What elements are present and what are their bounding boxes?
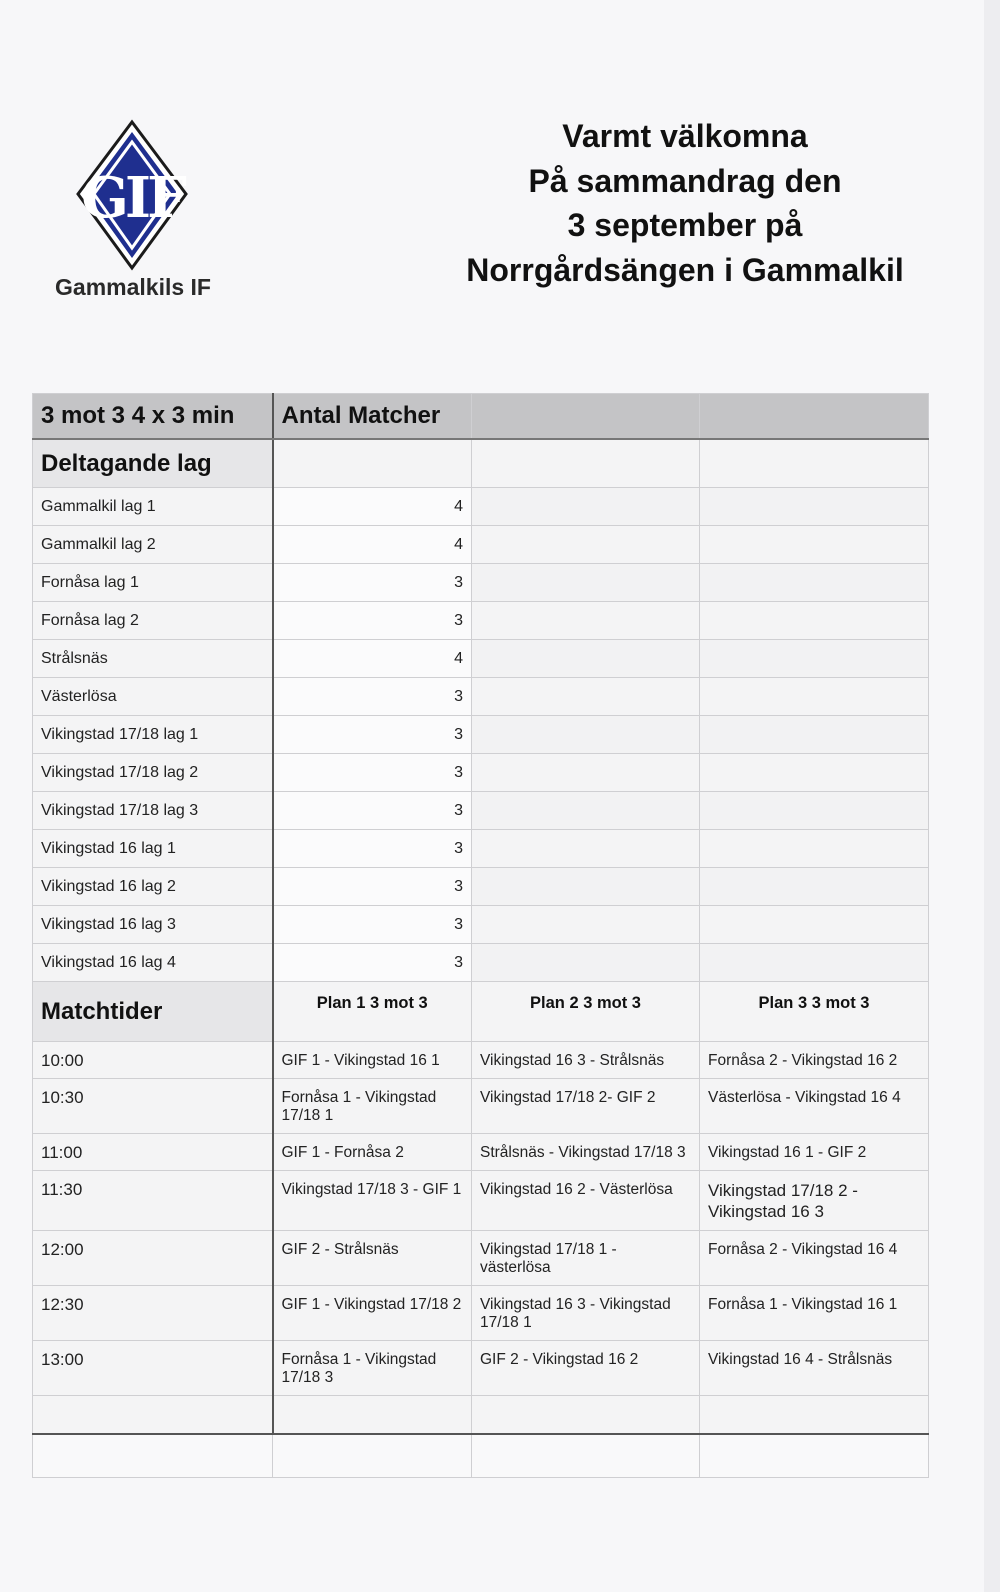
empty-cell[interactable] xyxy=(700,792,929,830)
plan3-match-cell[interactable]: Fornåsa 1 - Vikingstad 16 1 xyxy=(700,1286,929,1341)
title-line-3: 3 september på xyxy=(567,207,803,243)
team-name-cell[interactable]: Vikingstad 16 lag 4 xyxy=(33,944,273,982)
empty-cell[interactable] xyxy=(33,1396,273,1435)
plan2-match-cell[interactable]: Vikingstad 17/18 1 - västerlösa xyxy=(472,1231,700,1286)
empty-cell[interactable] xyxy=(700,906,929,944)
empty-cell[interactable] xyxy=(472,564,700,602)
plan3-match-cell[interactable]: Fornåsa 2 - Vikingstad 16 2 xyxy=(700,1042,929,1079)
empty-cell[interactable] xyxy=(472,944,700,982)
team-match-count-cell[interactable]: 3 xyxy=(273,792,472,830)
empty-cell[interactable] xyxy=(700,640,929,678)
empty-cell[interactable] xyxy=(472,716,700,754)
team-name-cell[interactable]: Strålsnäs xyxy=(33,640,273,678)
empty-cell[interactable] xyxy=(700,488,929,526)
team-row xyxy=(33,906,929,944)
empty-cell[interactable] xyxy=(472,868,700,906)
match-row xyxy=(33,1171,929,1231)
team-name-cell[interactable]: Vikingstad 16 lag 3 xyxy=(33,906,273,944)
header-empty-cell[interactable] xyxy=(472,394,700,440)
team-name-cell[interactable]: Gammalkil lag 2 xyxy=(33,526,273,564)
match-row xyxy=(33,1079,929,1134)
empty-cell[interactable] xyxy=(700,830,929,868)
empty-row xyxy=(33,1396,929,1435)
team-name-cell[interactable]: Fornåsa lag 2 xyxy=(33,602,273,640)
title-line-2: På sammandrag den xyxy=(528,162,842,199)
club-name: Gammalkils IF xyxy=(55,274,211,300)
match-time-cell[interactable]: 11:30 xyxy=(33,1171,273,1231)
empty-cell[interactable] xyxy=(700,944,929,982)
plan3-match-cell[interactable]: Västerlösa - Vikingstad 16 4 xyxy=(700,1079,929,1134)
empty-cell[interactable] xyxy=(472,640,700,678)
team-name-cell[interactable]: Gammalkil lag 1 xyxy=(33,488,273,526)
header-row xyxy=(33,394,929,440)
match-row xyxy=(33,1042,929,1079)
schedule-section-title[interactable]: Matchtider xyxy=(33,982,273,1042)
empty-cell[interactable] xyxy=(472,906,700,944)
team-match-count-cell[interactable]: 3 xyxy=(273,754,472,792)
empty-cell[interactable] xyxy=(472,678,700,716)
team-name-cell[interactable]: Vikingstad 17/18 lag 3 xyxy=(33,792,273,830)
team-name-cell[interactable]: Västerlösa xyxy=(33,678,273,716)
plan-header-cell[interactable]: Plan 2 3 mot 3 xyxy=(472,982,700,1042)
team-match-count-cell[interactable]: 3 xyxy=(273,944,472,982)
empty-cell[interactable] xyxy=(700,868,929,906)
team-match-count-cell[interactable]: 3 xyxy=(273,830,472,868)
plan2-match-cell[interactable]: Vikingstad 17/18 2- GIF 2 xyxy=(472,1079,700,1134)
plan-header-cell[interactable]: Plan 3 3 mot 3 xyxy=(700,982,929,1042)
header-empty-cell[interactable] xyxy=(700,394,929,440)
team-name-cell[interactable]: Vikingstad 16 lag 2 xyxy=(33,868,273,906)
header-format-cell[interactable]: 3 mot 3 4 x 3 min xyxy=(33,394,273,440)
team-match-count-cell[interactable]: 3 xyxy=(273,602,472,640)
teams-section-title[interactable]: Deltagande lag xyxy=(33,439,273,488)
teams-section-row xyxy=(33,439,929,488)
plan2-match-cell[interactable]: Vikingstad 16 3 - Strålsnäs xyxy=(472,1042,700,1079)
match-time-cell[interactable]: 10:00 xyxy=(33,1042,273,1079)
team-row xyxy=(33,830,929,868)
empty-cell[interactable] xyxy=(472,792,700,830)
team-name-cell[interactable]: Vikingstad 17/18 lag 1 xyxy=(33,716,273,754)
empty-cell[interactable] xyxy=(700,1396,929,1435)
plan2-match-cell[interactable]: Vikingstad 16 2 - Västerlösa xyxy=(472,1171,700,1231)
plan1-match-cell[interactable]: Fornåsa 1 - Vikingstad 17/18 1 xyxy=(273,1079,472,1134)
team-match-count-cell[interactable]: 4 xyxy=(273,526,472,564)
page-title xyxy=(420,114,950,292)
empty-cell[interactable] xyxy=(700,526,929,564)
team-match-count-cell[interactable]: 3 xyxy=(273,564,472,602)
plan1-match-cell[interactable]: GIF 1 - Fornåsa 2 xyxy=(273,1134,472,1171)
team-name-cell[interactable]: Vikingstad 16 lag 1 xyxy=(33,830,273,868)
plan-header-cell[interactable]: Plan 1 3 mot 3 xyxy=(273,982,472,1042)
empty-cell[interactable] xyxy=(472,526,700,564)
team-row xyxy=(33,526,929,564)
team-row xyxy=(33,944,929,982)
empty-cell[interactable] xyxy=(700,602,929,640)
schedule-section-row xyxy=(33,982,929,1042)
plan1-match-cell[interactable]: Vikingstad 17/18 3 - GIF 1 xyxy=(273,1171,472,1231)
team-match-count-cell[interactable]: 3 xyxy=(273,716,472,754)
team-row xyxy=(33,602,929,640)
plan1-match-cell[interactable]: GIF 1 - Vikingstad 16 1 xyxy=(273,1042,472,1079)
plan3-match-cell[interactable]: Fornåsa 2 - Vikingstad 16 4 xyxy=(700,1231,929,1286)
plan1-match-cell[interactable]: GIF 1 - Vikingstad 17/18 2 xyxy=(273,1286,472,1341)
empty-cell[interactable] xyxy=(472,488,700,526)
team-row xyxy=(33,678,929,716)
team-row xyxy=(33,868,929,906)
team-row xyxy=(33,754,929,792)
team-match-count-cell[interactable]: 3 xyxy=(273,906,472,944)
match-time-cell[interactable]: 10:30 xyxy=(33,1079,273,1134)
team-match-count-cell[interactable]: 4 xyxy=(273,640,472,678)
empty-cell[interactable] xyxy=(273,1434,472,1478)
match-time-cell[interactable]: 12:00 xyxy=(33,1231,273,1286)
empty-cell[interactable] xyxy=(700,439,929,488)
team-match-count-cell[interactable]: 4 xyxy=(273,488,472,526)
match-time-cell[interactable]: 12:30 xyxy=(33,1286,273,1341)
match-time-cell[interactable]: 11:00 xyxy=(33,1134,273,1171)
team-row xyxy=(33,640,929,678)
team-match-count-cell[interactable]: 3 xyxy=(273,678,472,716)
empty-cell[interactable] xyxy=(700,716,929,754)
match-time-cell[interactable]: 13:00 xyxy=(33,1341,273,1396)
logo-letters: GIF xyxy=(81,165,183,231)
title-line-4: Norrgårdsängen i Gammalkil xyxy=(466,251,904,288)
page-edge xyxy=(984,0,1000,1592)
empty-cell[interactable] xyxy=(472,830,700,868)
empty-cell[interactable] xyxy=(472,1396,700,1435)
team-row xyxy=(33,488,929,526)
plan2-match-cell[interactable]: Vikingstad 16 3 - Vikingstad 17/18 1 xyxy=(472,1286,700,1341)
empty-cell[interactable] xyxy=(700,564,929,602)
empty-cell[interactable] xyxy=(33,1434,273,1478)
plan1-match-cell[interactable]: GIF 2 - Strålsnäs xyxy=(273,1231,472,1286)
match-row xyxy=(33,1134,929,1171)
match-row xyxy=(33,1341,929,1396)
team-match-count-cell[interactable]: 3 xyxy=(273,868,472,906)
empty-cell[interactable] xyxy=(472,602,700,640)
empty-cell[interactable] xyxy=(472,754,700,792)
plan3-match-cell[interactable]: Vikingstad 16 1 - GIF 2 xyxy=(700,1134,929,1171)
empty-cell[interactable] xyxy=(700,754,929,792)
match-row xyxy=(33,1286,929,1341)
team-row xyxy=(33,564,929,602)
empty-cell[interactable] xyxy=(472,1434,700,1478)
schedule-sheet xyxy=(32,393,929,1478)
empty-cell[interactable] xyxy=(472,439,700,488)
plan3-match-cell[interactable]: Vikingstad 16 4 - Strålsnäs xyxy=(700,1341,929,1396)
plan2-match-cell[interactable]: Strålsnäs - Vikingstad 17/18 3 xyxy=(472,1134,700,1171)
empty-cell[interactable] xyxy=(273,1396,472,1435)
empty-cell[interactable] xyxy=(700,1434,929,1478)
plan2-match-cell[interactable]: GIF 2 - Vikingstad 16 2 xyxy=(472,1341,700,1396)
plan1-match-cell[interactable]: Fornåsa 1 - Vikingstad 17/18 3 xyxy=(273,1341,472,1396)
match-row xyxy=(33,1231,929,1286)
empty-row xyxy=(33,1434,929,1478)
plan3-match-cell[interactable]: Vikingstad 17/18 2 - Vikingstad 16 3 xyxy=(700,1171,929,1231)
empty-cell[interactable] xyxy=(700,678,929,716)
team-name-cell[interactable]: Vikingstad 17/18 lag 2 xyxy=(33,754,273,792)
header-matches-cell[interactable]: Antal Matcher xyxy=(273,394,472,440)
team-row xyxy=(33,792,929,830)
empty-cell[interactable] xyxy=(273,439,472,488)
team-row xyxy=(33,716,929,754)
title-line-1: Varmt välkomna xyxy=(562,118,808,154)
team-name-cell[interactable]: Fornåsa lag 1 xyxy=(33,564,273,602)
